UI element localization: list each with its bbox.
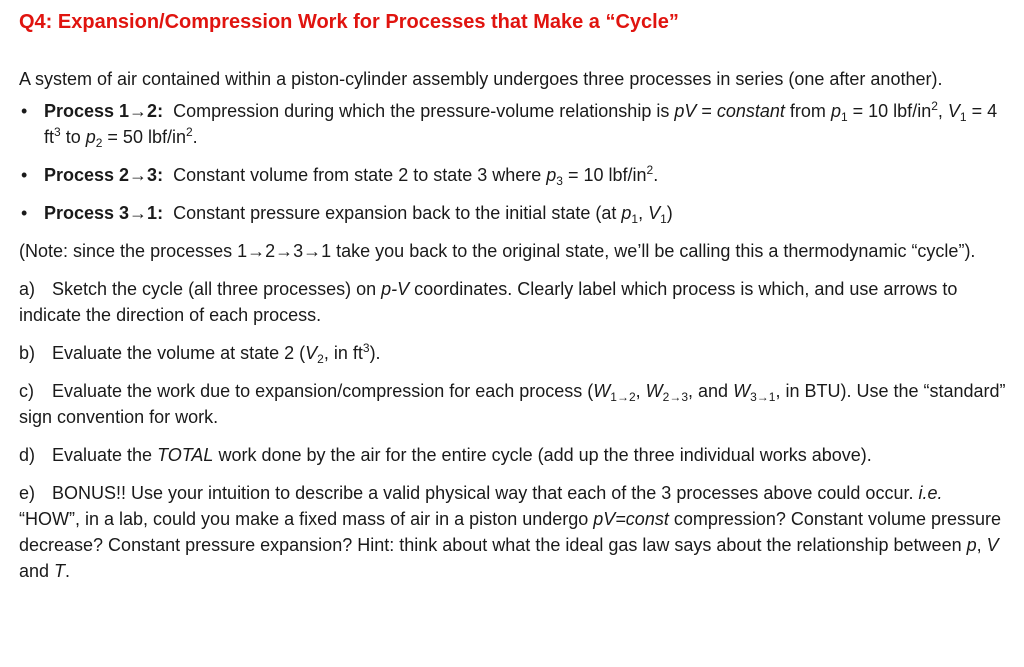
text-fragment: BONUS!! Use your intuition to describe a valid physical way that each of the 3 processes above could occur. xyxy=(52,483,919,503)
text-fragment: Evaluate the volume at state 2 ( xyxy=(52,343,306,363)
process-label: Process 1→2: xyxy=(44,101,164,121)
text-fragment: = xyxy=(696,101,717,121)
process-label: Process 3→1: xyxy=(44,203,164,223)
question-e xyxy=(19,480,1006,584)
subscript: 1 xyxy=(660,212,667,226)
text-fragment: Constant volume from state 2 to state 3 where xyxy=(173,165,547,185)
text-fragment: , and xyxy=(688,381,734,401)
question-letter: b) xyxy=(19,343,36,363)
emphasis-ie: i.e. xyxy=(918,483,943,503)
subscript: 2→3 xyxy=(662,390,689,404)
math-p: p xyxy=(546,165,557,185)
text-fragment: ) xyxy=(666,203,673,223)
question-c xyxy=(19,378,1006,430)
text-fragment: Evaluate the work due to expansion/compression for each process ( xyxy=(52,381,594,401)
math-p: p xyxy=(830,101,841,121)
question-letter: d) xyxy=(19,445,36,465)
math-pv-coords: p-V xyxy=(381,279,410,299)
math-pv: pV xyxy=(674,101,697,121)
text-fragment: from xyxy=(784,101,831,121)
text-fragment: , xyxy=(635,381,646,401)
text-fragment: , xyxy=(638,203,649,223)
text-fragment: , xyxy=(976,535,987,555)
text-fragment: , in BTU). Use the “standard” sign convention for work. xyxy=(19,381,1006,427)
math-t: T xyxy=(54,561,66,581)
process-3-1 xyxy=(19,200,1006,226)
emphasis-total: TOTAL xyxy=(157,445,214,465)
process-2-3 xyxy=(19,162,1006,188)
intro-paragraph: A system of air contained within a piston-cylinder assembly undergoes three processes in series (one after another). xyxy=(19,69,943,89)
text-fragment: . xyxy=(192,127,198,147)
question-letter: a) xyxy=(19,279,36,299)
text-fragment: coordinates. Clearly label which process is which, and use arrows to indicate the direction of each process. xyxy=(19,279,958,325)
text-fragment: , xyxy=(937,101,948,121)
text-fragment: work done by the air for the entire cycle (add up the three individual works above). xyxy=(213,445,872,465)
math-p: p xyxy=(621,203,632,223)
text-fragment: , in ft xyxy=(323,343,363,363)
math-w: W xyxy=(593,381,611,401)
math-constant: constant xyxy=(716,101,785,121)
text-fragment: ). xyxy=(369,343,381,363)
note-paragraph: (Note: since the processes 1→2→3→1 take you back to the original state, we’ll be calling this a thermodynamic “cycle”). xyxy=(19,241,976,261)
process-list xyxy=(19,98,1006,226)
text-fragment: = 10 lbf/in xyxy=(847,101,932,121)
text-fragment: to xyxy=(60,127,86,147)
subscript: 3→1 xyxy=(750,390,776,404)
text-fragment: = 50 lbf/in xyxy=(102,127,186,147)
superscript: 3 xyxy=(54,125,61,139)
text-fragment: . xyxy=(653,165,659,185)
superscript: 3 xyxy=(362,341,370,355)
superscript: 2 xyxy=(185,125,193,139)
text-fragment: Evaluate the xyxy=(52,445,158,465)
math-v: V xyxy=(305,343,318,363)
text-fragment: “HOW”, in a lab, could you make a fixed mass of air in a piston undergo xyxy=(19,509,594,529)
question-d xyxy=(19,442,1006,468)
text-fragment: Compression during which the pressure-volume relationship is xyxy=(173,101,675,121)
subscript: 1 xyxy=(631,212,639,226)
subscript: 1 xyxy=(840,110,848,124)
math-v: V xyxy=(986,535,999,555)
process-label: Process 2→3: xyxy=(44,165,164,185)
text-fragment: Constant pressure expansion back to the initial state (at xyxy=(173,203,622,223)
subscript: 2 xyxy=(95,136,103,150)
subscript: 2 xyxy=(317,352,324,366)
text-fragment: = 4 ft xyxy=(44,101,998,147)
page-title: Q4: Expansion/Compression Work for Processes that Make a “Cycle” xyxy=(19,11,679,33)
subscript: 1→2 xyxy=(610,390,636,404)
superscript: 2 xyxy=(646,163,654,177)
text-fragment: = 10 lbf/in xyxy=(562,165,647,185)
question-letter: c) xyxy=(19,381,34,401)
text-fragment: . xyxy=(65,561,71,581)
question-a xyxy=(19,276,1006,328)
subscript: 1 xyxy=(959,110,967,124)
text-fragment: Sketch the cycle (all three processes) on xyxy=(52,279,382,299)
question-b xyxy=(19,340,1006,366)
math-pv-const: pV=const xyxy=(593,509,669,529)
math-p: p xyxy=(966,535,977,555)
question-letter: e) xyxy=(19,483,36,503)
math-p: p xyxy=(85,127,96,147)
subscript: 3 xyxy=(556,174,563,188)
process-1-2 xyxy=(19,98,1006,150)
math-w: W xyxy=(733,381,751,401)
text-fragment: and xyxy=(19,561,55,581)
math-v: V xyxy=(947,101,960,121)
superscript: 2 xyxy=(931,99,938,113)
math-v: V xyxy=(648,203,661,223)
text-fragment: compression? Constant volume pressure decrease? Constant pressure expansion? Hint: think about what the ideal gas law says about the relationship between xyxy=(19,509,1001,555)
math-w: W xyxy=(645,381,663,401)
